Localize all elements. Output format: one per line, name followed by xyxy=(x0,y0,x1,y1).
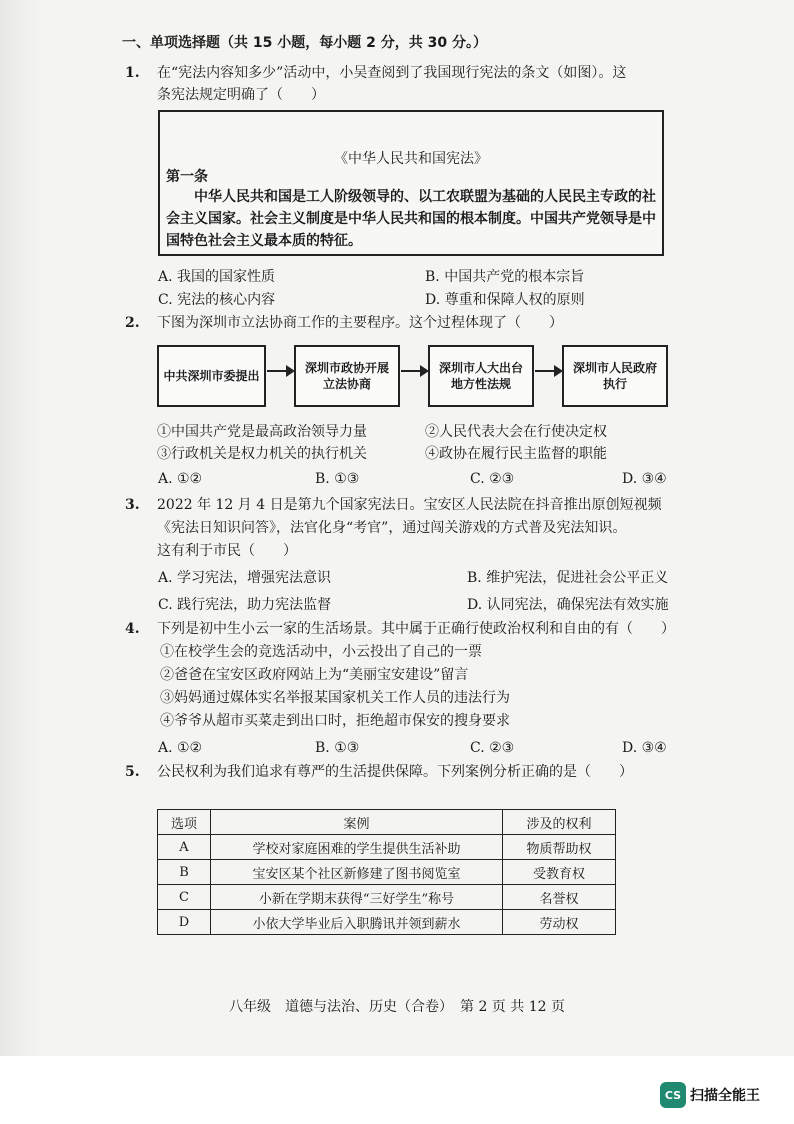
q1-stem-line1: 在“宪法内容知多少”活动中，小吴查阅到了我国现行宪法的条文（如图）。这 xyxy=(157,65,627,81)
camscanner-logo-icon: CS xyxy=(660,1082,686,1108)
section-title: 一、单项选择题（共 15 小题，每小题 2 分，共 30 分。） xyxy=(122,35,487,51)
q2-number: 2. xyxy=(125,315,140,331)
table-cell: 小依大学毕业后入职腾讯并领到薪水 xyxy=(211,910,503,935)
q2-statement-1: ①中国共产党是最高政治领导力量 xyxy=(157,424,367,440)
table-row xyxy=(158,860,616,885)
table-cell: A xyxy=(158,835,211,860)
q3-option-c: C. 践行宪法，助力宪法监督 xyxy=(158,597,332,613)
q2-statement-3: ③行政机关是权力机关的执行机关 xyxy=(157,446,367,462)
q5-case-table xyxy=(157,809,616,935)
table-row xyxy=(158,910,616,935)
q3-stem-line2: 《宪法日知识问答》，法官化身“考官”，通过闯关游戏的方式普及宪法知识。 xyxy=(157,520,627,536)
q4-statement-4: ④爷爷从超市买菜走到出口时，拒绝超市保安的搜身要求 xyxy=(160,713,510,729)
page-shadow xyxy=(0,0,40,1060)
q2-statement-4: ④政协在履行民主监督的职能 xyxy=(425,446,607,462)
q2-option-d: D. ③④ xyxy=(622,471,667,487)
flow-arrow-2 xyxy=(401,370,427,372)
excerpt-article: 第一条 xyxy=(166,169,208,185)
q5-number: 5. xyxy=(125,764,140,780)
flow-step-4: 深圳市人民政府执行 xyxy=(562,345,668,407)
q1-option-a: A. 我国的国家性质 xyxy=(158,269,276,285)
q4-option-c: C. ②③ xyxy=(470,740,515,756)
q3-stem-line1: 2022 年 12 月 4 日是第九个国家宪法日。宝安区人民法院在抖音推出原创短视频 xyxy=(157,497,662,513)
table-cell: B xyxy=(158,860,211,885)
table-cell: 受教育权 xyxy=(503,860,616,885)
flow-step-2: 深圳市政协开展立法协商 xyxy=(294,345,400,407)
table-row xyxy=(158,885,616,910)
q2-option-b: B. ①③ xyxy=(315,471,360,487)
table-cell: 名誉权 xyxy=(503,885,616,910)
q3-option-b: B. 维护宪法，促进社会公平正义 xyxy=(467,570,669,586)
q4-stem: 下列是初中生小云一家的生活场景。其中属于正确行使政治权利和自由的有（ ） xyxy=(157,621,675,637)
q1-option-b: B. 中国共产党的根本宗旨 xyxy=(425,269,585,285)
q4-statement-2: ②爸爸在宝安区政府网站上为“美丽宝安建设”留言 xyxy=(160,667,469,683)
constitution-excerpt-box xyxy=(158,110,664,256)
q3-number: 3. xyxy=(125,497,140,513)
table-header-right: 涉及的权利 xyxy=(503,810,616,835)
q3-stem-line3: 这有利于市民（ ） xyxy=(157,543,297,559)
q1-stem-line2: 条宪法规定明确了（ ） xyxy=(157,87,325,103)
q4-statement-3: ③妈妈通过媒体实名举报某国家机关工作人员的违法行为 xyxy=(160,690,510,706)
q3-option-a: A. 学习宪法，增强宪法意识 xyxy=(158,570,332,586)
table-cell: C xyxy=(158,885,211,910)
table-cell: 物质帮助权 xyxy=(503,835,616,860)
table-cell: 宝安区某个社区新修建了图书阅览室 xyxy=(211,860,503,885)
q1-number: 1. xyxy=(125,65,140,81)
table-header-option: 选项 xyxy=(158,810,211,835)
table-cell: 小新在学期末获得“三好学生”称号 xyxy=(211,885,503,910)
q1-option-c: C. 宪法的核心内容 xyxy=(158,292,276,308)
page-footer: 八年级 道德与法治、历史（合卷） 第 2 页 共 12 页 xyxy=(229,999,565,1015)
table-header-row xyxy=(158,810,616,835)
excerpt-title: 《中华人民共和国宪法》 xyxy=(334,151,488,167)
q2-stem: 下图为深圳市立法协商工作的主要程序。这个过程体现了（ ） xyxy=(157,315,563,331)
q4-option-d: D. ③④ xyxy=(622,740,667,756)
q2-option-c: C. ②③ xyxy=(470,471,515,487)
q5-stem: 公民权利为我们追求有尊严的生活提供保障。下列案例分析正确的是（ ） xyxy=(157,764,633,780)
table-header-case: 案例 xyxy=(211,810,503,835)
q4-statement-1: ①在校学生会的竞选活动中，小云投出了自己的一票 xyxy=(160,644,482,660)
table-cell: 劳动权 xyxy=(503,910,616,935)
table-cell: D xyxy=(158,910,211,935)
flow-arrow-1 xyxy=(267,370,293,372)
excerpt-body: 中华人民共和国是工人阶级领导的、以工农联盟为基础的人民民主专政的社会主义国家。社会主义制度是中华人民共和国的根本制度。中国共产党领导是中国特色社会主义最本质的特征。 xyxy=(166,189,656,249)
flow-step-3: 深圳市人大出台地方性法规 xyxy=(428,345,534,407)
table-row xyxy=(158,835,616,860)
q2-option-a: A. ①② xyxy=(158,471,203,487)
q4-option-a: A. ①② xyxy=(158,740,203,756)
q4-number: 4. xyxy=(125,621,140,637)
q4-option-b: B. ①③ xyxy=(315,740,360,756)
q1-option-d: D. 尊重和保障人权的原则 xyxy=(425,292,585,308)
flow-arrow-3 xyxy=(535,370,561,372)
table-cell: 学校对家庭困难的学生提供生活补助 xyxy=(211,835,503,860)
q3-option-d: D. 认同宪法，确保宪法有效实施 xyxy=(467,597,669,613)
flow-step-1: 中共深圳市委提出 xyxy=(157,345,266,407)
q2-statement-2: ②人民代表大会在行使决定权 xyxy=(425,424,607,440)
camscanner-watermark: 扫描全能王 xyxy=(690,1088,760,1104)
